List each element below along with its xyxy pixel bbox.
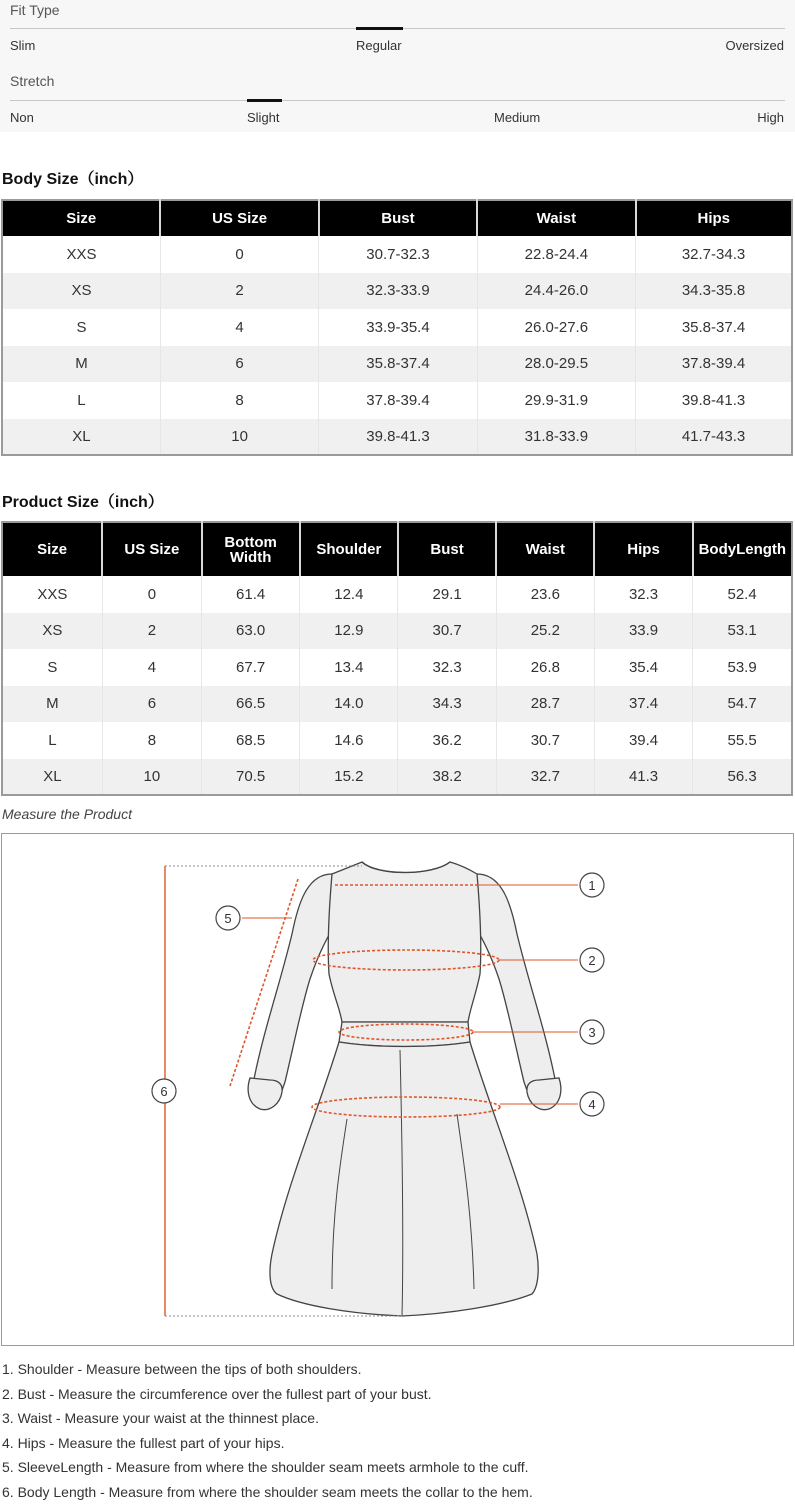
table-cell: 23.6: [496, 576, 594, 613]
marker-6: [152, 1079, 176, 1103]
table-cell: S: [2, 649, 102, 686]
product-size-header-size: Size: [2, 522, 102, 576]
stretch-label-high: High: [757, 110, 784, 125]
table-cell: XS: [2, 613, 102, 650]
table-cell: 26.0-27.6: [477, 309, 635, 346]
table-cell: 25.2: [496, 613, 594, 650]
table-cell: 34.3: [398, 686, 496, 723]
table-cell: XS: [2, 273, 160, 310]
table-row: [2, 382, 792, 419]
svg-text:2: 2: [588, 953, 595, 968]
table-cell: 32.3: [594, 576, 692, 613]
table-row: [2, 649, 792, 686]
table-cell: 39.8-41.3: [636, 382, 792, 419]
table-cell: XL: [2, 419, 160, 456]
product-size-header-us-size: US Size: [102, 522, 201, 576]
stretch-label-medium: Medium: [494, 110, 540, 125]
table-cell: 67.7: [202, 649, 300, 686]
right-cuff: [527, 1078, 561, 1110]
body-size-header-us-size: US Size: [160, 200, 318, 236]
table-cell: 36.2: [398, 722, 496, 759]
left-cuff: [248, 1078, 282, 1110]
table-cell: 38.2: [398, 759, 496, 796]
table-cell: 55.5: [693, 722, 792, 759]
note-sleeve-length: 5. SleeveLength - Measure from where the shoulder seam meets armhole to the cuff.: [2, 1455, 533, 1480]
dress-diagram-svg: [2, 834, 793, 1345]
product-size-header-bottom-width: Bottom Width: [202, 522, 300, 576]
table-cell: 63.0: [202, 613, 300, 650]
fit-stretch-panel: [0, 0, 795, 132]
measurement-notes: [2, 1357, 533, 1504]
product-size-header-shoulder: Shoulder: [300, 522, 398, 576]
table-row: [2, 576, 792, 613]
table-cell: XXS: [2, 576, 102, 613]
product-size-header-bust: Bust: [398, 522, 496, 576]
table-cell: 6: [102, 686, 201, 723]
svg-text:1: 1: [588, 878, 595, 893]
svg-text:3: 3: [588, 1025, 595, 1040]
table-cell: 53.9: [693, 649, 792, 686]
body-size-header-waist: Waist: [477, 200, 635, 236]
body-size-title: Body Size（inch）: [2, 166, 143, 189]
table-row: [2, 346, 792, 383]
table-cell: 29.9-31.9: [477, 382, 635, 419]
note-waist: 3. Waist - Measure your waist at the thinnest place.: [2, 1406, 533, 1431]
table-cell: 12.9: [300, 613, 398, 650]
table-cell: 35.8-37.4: [319, 346, 477, 383]
marker-1: [580, 873, 604, 897]
table-cell: 13.4: [300, 649, 398, 686]
table-cell: 35.4: [594, 649, 692, 686]
table-cell: M: [2, 686, 102, 723]
table-cell: 31.8-33.9: [477, 419, 635, 456]
svg-text:6: 6: [160, 1084, 167, 1099]
table-cell: 6: [160, 346, 318, 383]
table-cell: 34.3-35.8: [636, 273, 792, 310]
table-cell: 30.7-32.3: [319, 236, 477, 273]
table-cell: 10: [160, 419, 318, 456]
table-cell: 66.5: [202, 686, 300, 723]
table-cell: 32.7-34.3: [636, 236, 792, 273]
table-row: [2, 309, 792, 346]
table-cell: 4: [160, 309, 318, 346]
marker-4: [580, 1092, 604, 1116]
fit-label-regular: Regular: [356, 38, 402, 53]
svg-text:4: 4: [588, 1097, 595, 1112]
marker-2: [580, 948, 604, 972]
fit-label-slim: Slim: [10, 38, 35, 53]
note-body-length: 6. Body Length - Measure from where the shoulder seam meets the collar to the hem.: [2, 1480, 533, 1504]
table-cell: 41.3: [594, 759, 692, 796]
note-hips: 4. Hips - Measure the fullest part of your hips.: [2, 1431, 533, 1456]
table-row: [2, 273, 792, 310]
table-cell: 30.7: [398, 613, 496, 650]
table-cell: L: [2, 382, 160, 419]
table-cell: 30.7: [496, 722, 594, 759]
table-cell: S: [2, 309, 160, 346]
product-size-title: Product Size（inch）: [2, 489, 164, 512]
marker-3: [580, 1020, 604, 1044]
body-size-table: [1, 199, 793, 456]
product-size-header-hips: Hips: [594, 522, 692, 576]
table-cell: 41.7-43.3: [636, 419, 792, 456]
svg-text:5: 5: [224, 911, 231, 926]
measure-diagram: [1, 833, 794, 1346]
table-cell: 33.9-35.4: [319, 309, 477, 346]
note-bust: 2. Bust - Measure the circumference over the fullest part of your bust.: [2, 1382, 533, 1407]
table-cell: 10: [102, 759, 201, 796]
table-cell: 52.4: [693, 576, 792, 613]
table-cell: 32.3-33.9: [319, 273, 477, 310]
table-cell: 8: [102, 722, 201, 759]
table-cell: 12.4: [300, 576, 398, 613]
table-cell: 54.7: [693, 686, 792, 723]
dress-bodice: [328, 862, 481, 1022]
table-cell: 0: [102, 576, 201, 613]
table-cell: 28.0-29.5: [477, 346, 635, 383]
body-size-header-hips: Hips: [636, 200, 792, 236]
fit-type-selected-marker: [356, 27, 403, 30]
table-row: [2, 419, 792, 456]
table-cell: 56.3: [693, 759, 792, 796]
note-shoulder: 1. Shoulder - Measure between the tips of both shoulders.: [2, 1357, 533, 1382]
table-row: [2, 236, 792, 273]
stretch-selected-marker: [247, 99, 282, 102]
table-cell: 33.9: [594, 613, 692, 650]
fit-label-oversized: Oversized: [725, 38, 784, 53]
table-cell: 53.1: [693, 613, 792, 650]
table-cell: 32.3: [398, 649, 496, 686]
table-cell: 28.7: [496, 686, 594, 723]
marker-5: [216, 906, 240, 930]
product-size-header-bodylength: BodyLength: [693, 522, 792, 576]
table-row: [2, 759, 792, 796]
table-cell: 61.4: [202, 576, 300, 613]
table-cell: 37.8-39.4: [636, 346, 792, 383]
table-cell: 0: [160, 236, 318, 273]
table-cell: 70.5: [202, 759, 300, 796]
table-cell: 39.8-41.3: [319, 419, 477, 456]
table-cell: XL: [2, 759, 102, 796]
stretch-label-slight: Slight: [247, 110, 280, 125]
table-cell: 37.4: [594, 686, 692, 723]
table-cell: 24.4-26.0: [477, 273, 635, 310]
product-size-table: [1, 521, 793, 796]
table-cell: 37.8-39.4: [319, 382, 477, 419]
right-sleeve: [470, 874, 559, 1096]
body-size-header-size: Size: [2, 200, 160, 236]
table-row: [2, 613, 792, 650]
stretch-label-non: Non: [10, 110, 34, 125]
table-cell: 8: [160, 382, 318, 419]
table-cell: 4: [102, 649, 201, 686]
table-cell: 35.8-37.4: [636, 309, 792, 346]
table-cell: 14.0: [300, 686, 398, 723]
table-cell: 32.7: [496, 759, 594, 796]
table-cell: 15.2: [300, 759, 398, 796]
table-cell: 14.6: [300, 722, 398, 759]
product-size-header-waist: Waist: [496, 522, 594, 576]
fit-type-title: Fit Type: [10, 2, 60, 18]
table-cell: 29.1: [398, 576, 496, 613]
dress-skirt: [270, 1042, 538, 1316]
body-size-header-bust: Bust: [319, 200, 477, 236]
table-cell: L: [2, 722, 102, 759]
table-cell: 2: [102, 613, 201, 650]
table-cell: 2: [160, 273, 318, 310]
table-cell: M: [2, 346, 160, 383]
table-cell: 68.5: [202, 722, 300, 759]
stretch-track: [10, 100, 785, 101]
table-row: [2, 722, 792, 759]
table-cell: 26.8: [496, 649, 594, 686]
measure-caption: Measure the Product: [2, 806, 132, 822]
table-row: [2, 686, 792, 723]
table-cell: 22.8-24.4: [477, 236, 635, 273]
table-cell: 39.4: [594, 722, 692, 759]
stretch-title: Stretch: [10, 73, 54, 89]
table-cell: XXS: [2, 236, 160, 273]
